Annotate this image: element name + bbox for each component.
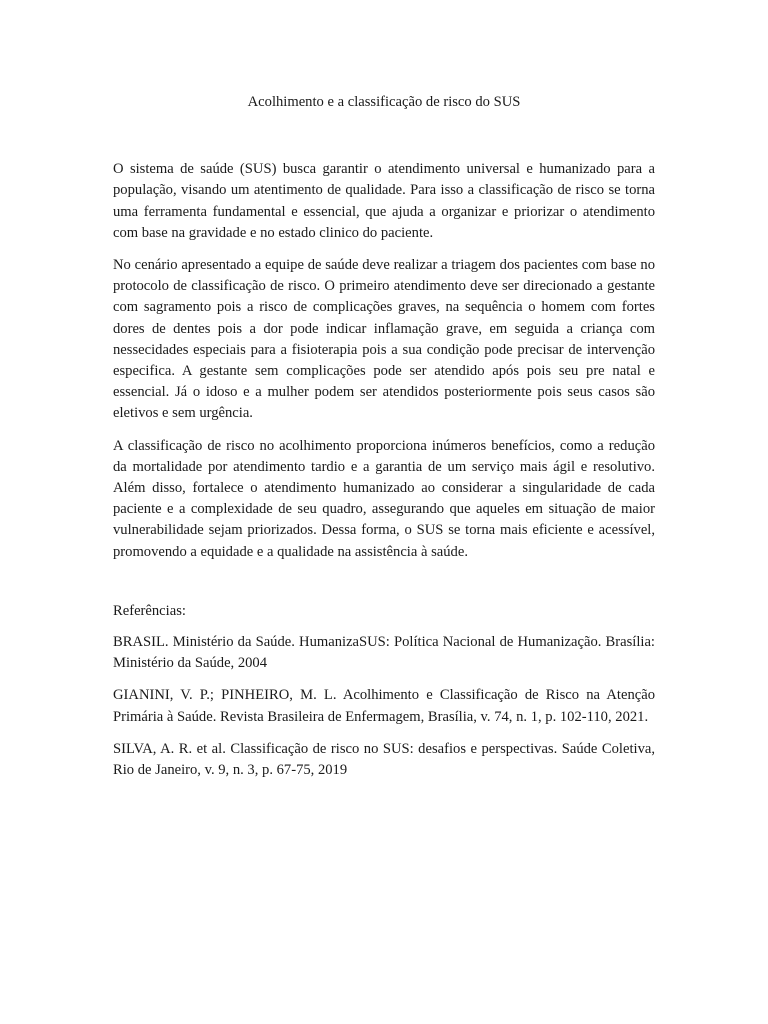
paragraph-intro: O sistema de saúde (SUS) busca garantir o atendimento universal e humanizado para a população, visando um atentimento de qualidade. Para isso a classificação de risco se torna uma ferramenta fundamental e essencial, que ajuda a organizar e priorizar o atendimento com base na gravidade e no estado clinico do paciente. (113, 161, 655, 241)
reference-item: BRASIL. Ministério da Saúde. HumanizaSUS: Política Nacional de Humanização. Brasília: Ministério da Saúde, 2004 (113, 634, 655, 672)
reference-item: SILVA, A. R. et al. Classificação de risco no SUS: desafios e perspectivas. Saúde Coletiva, Rio de Janeiro, v. 9, n. 3, p. 67-75, 2019 (113, 740, 655, 779)
document-page (113, 92, 655, 792)
paragraph-benefits: A classificação de risco no acolhimento proporciona inúmeros benefícios, como a redução da mortalidade por atendimento tardio e a garantia de um serviço mais ágil e resolutivo. Além disso, fortalece o atendimento humanizado ao considerar a singularidade de cada paciente e a complexidade de seu quadro, assegurando que aqueles em situação de maior vulnerabilidade sejam priorizados. Dessa forma, o SUS se torna mais eficiente e acessível, promovendo a equidade e a qualidade na assistência à saúde. (113, 437, 655, 560)
reference-item: GIANINI, V. P.; PINHEIRO, M. L. Acolhimento e Classificação de Risco na Atenção Primária à Saúde. Revista Brasileira de Enfermagem, Brasília, v. 74, n. 1, p. 102-110, 2021. (113, 687, 655, 725)
references-heading: Referências: (113, 602, 186, 619)
paragraph-scenario: No cenário apresentado a equipe de saúde deve realizar a triagem dos pacientes com base no protocolo de classificação de risco. O primeiro atendimento deve ser direcionado a gestante com sagramento pois a risco de complicações graves, na sequência o homem com fortes dores de dentes pois a dor pode indicar inflamação grave, em seguida a criança com nessecidades especiais para a fisioterapia pois a sua condição pode precisar de intervenção especifica. A gestante sem complicações pode ser atendido após pois seu pre natal e essencial. Já o idoso e a mulher podem ser atendidos posteriormente pois seus casos são eletivos e sem urgência. (113, 257, 655, 422)
document-title: Acolhimento e a classificação de risco do SUS (247, 94, 521, 110)
